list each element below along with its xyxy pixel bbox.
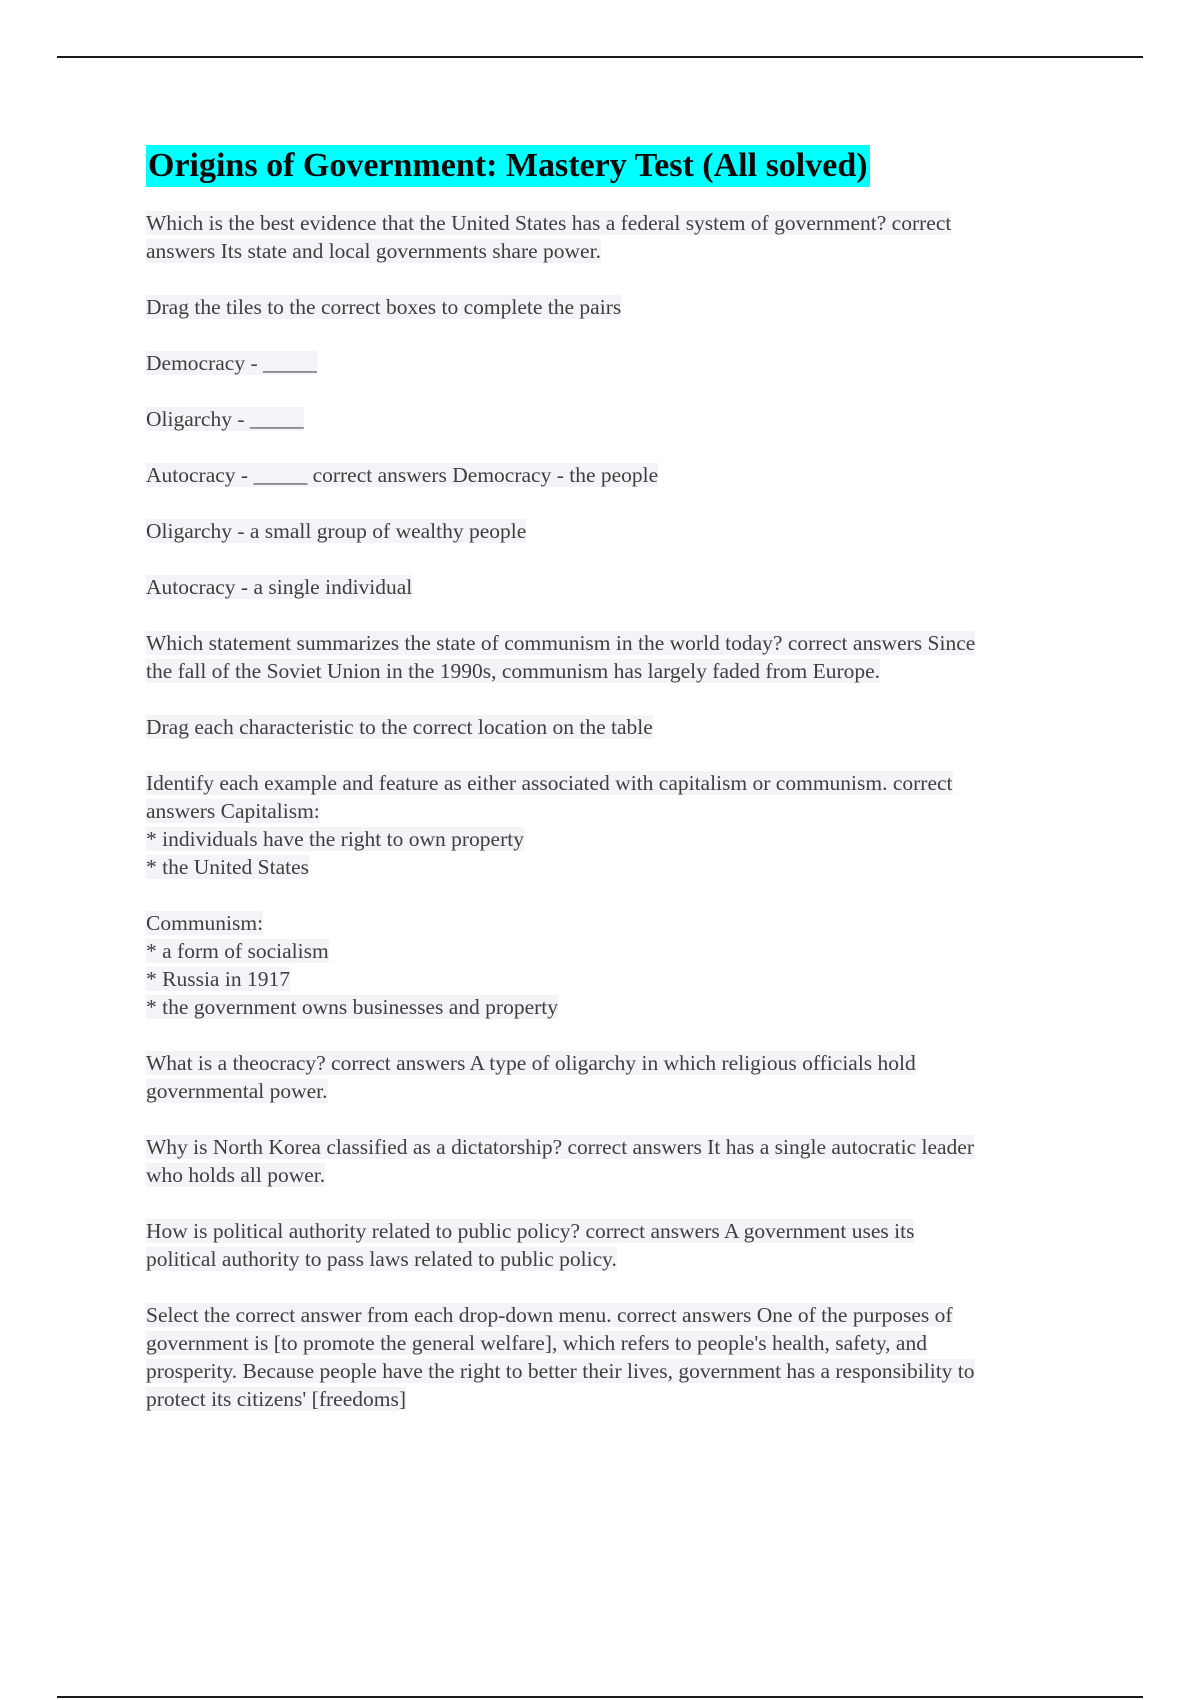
document-body	[146, 145, 1086, 1441]
text-line: governmental power.	[146, 1079, 328, 1103]
paragraph	[146, 1301, 1086, 1413]
text-line: Which is the best evidence that the United States has a federal system of government? correct	[146, 211, 952, 235]
text-line: Autocracy - a single individual	[146, 575, 413, 599]
text-line: What is a theocracy? correct answers A type of oligarchy in which religious officials hold	[146, 1051, 916, 1075]
paragraph	[146, 909, 1086, 1021]
paragraph	[146, 1217, 1086, 1273]
text-line: the fall of the Soviet Union in the 1990s, communism has largely faded from Europe.	[146, 659, 881, 683]
paragraph	[146, 713, 1086, 741]
text-line: Drag each characteristic to the correct location on the table	[146, 715, 653, 739]
text-line: government is [to promote the general welfare], which refers to people's health, safety, and	[146, 1331, 927, 1355]
paragraph	[146, 517, 1086, 545]
text-line: Oligarchy - a small group of wealthy people	[146, 519, 527, 543]
text-line: who holds all power.	[146, 1163, 326, 1187]
list-item: * the United States	[146, 855, 310, 879]
list-item: * a form of socialism	[146, 939, 329, 963]
text-line: answers Capitalism:	[146, 799, 320, 823]
text-line: Which statement summarizes the state of communism in the world today? correct answers Since	[146, 631, 976, 655]
text-line: Why is North Korea classified as a dictatorship? correct answers It has a single autocratic leader	[146, 1135, 975, 1159]
paragraph	[146, 293, 1086, 321]
text-line: prosperity. Because people have the right to better their lives, government has a responsibility to	[146, 1359, 975, 1383]
text-line: protect its citizens' [freedoms]	[146, 1387, 406, 1411]
text-line: Identify each example and feature as either associated with capitalism or communism. correct	[146, 771, 953, 795]
text-line: Autocracy - _____ correct answers Democracy - the people	[146, 463, 659, 487]
paragraph	[146, 573, 1086, 601]
paragraph	[146, 405, 1086, 433]
text-line: Democracy - _____	[146, 351, 317, 375]
list-item: * Russia in 1917	[146, 967, 290, 991]
text-line: political authority to pass laws related to public policy.	[146, 1247, 617, 1271]
text-line: Select the correct answer from each drop-down menu. correct answers One of the purposes of	[146, 1303, 953, 1327]
text-line: answers Its state and local governments share power.	[146, 239, 601, 263]
text-line: Oligarchy - _____	[146, 407, 304, 431]
paragraph	[146, 349, 1086, 377]
paragraph	[146, 209, 1086, 265]
paragraph	[146, 1133, 1086, 1189]
list-item: * the government owns businesses and property	[146, 995, 559, 1019]
list-item: * individuals have the right to own property	[146, 827, 524, 851]
text-line: Drag the tiles to the correct boxes to complete the pairs	[146, 295, 622, 319]
paragraph	[146, 629, 1086, 685]
document-title: Origins of Government: Mastery Test (All solved)	[146, 145, 870, 187]
top-rule	[57, 56, 1143, 58]
paragraph	[146, 1049, 1086, 1105]
bottom-rule	[57, 1696, 1143, 1698]
paragraph	[146, 461, 1086, 489]
text-line: How is political authority related to public policy? correct answers A government uses its	[146, 1219, 915, 1243]
text-line: Communism:	[146, 911, 264, 935]
paragraph	[146, 769, 1086, 881]
